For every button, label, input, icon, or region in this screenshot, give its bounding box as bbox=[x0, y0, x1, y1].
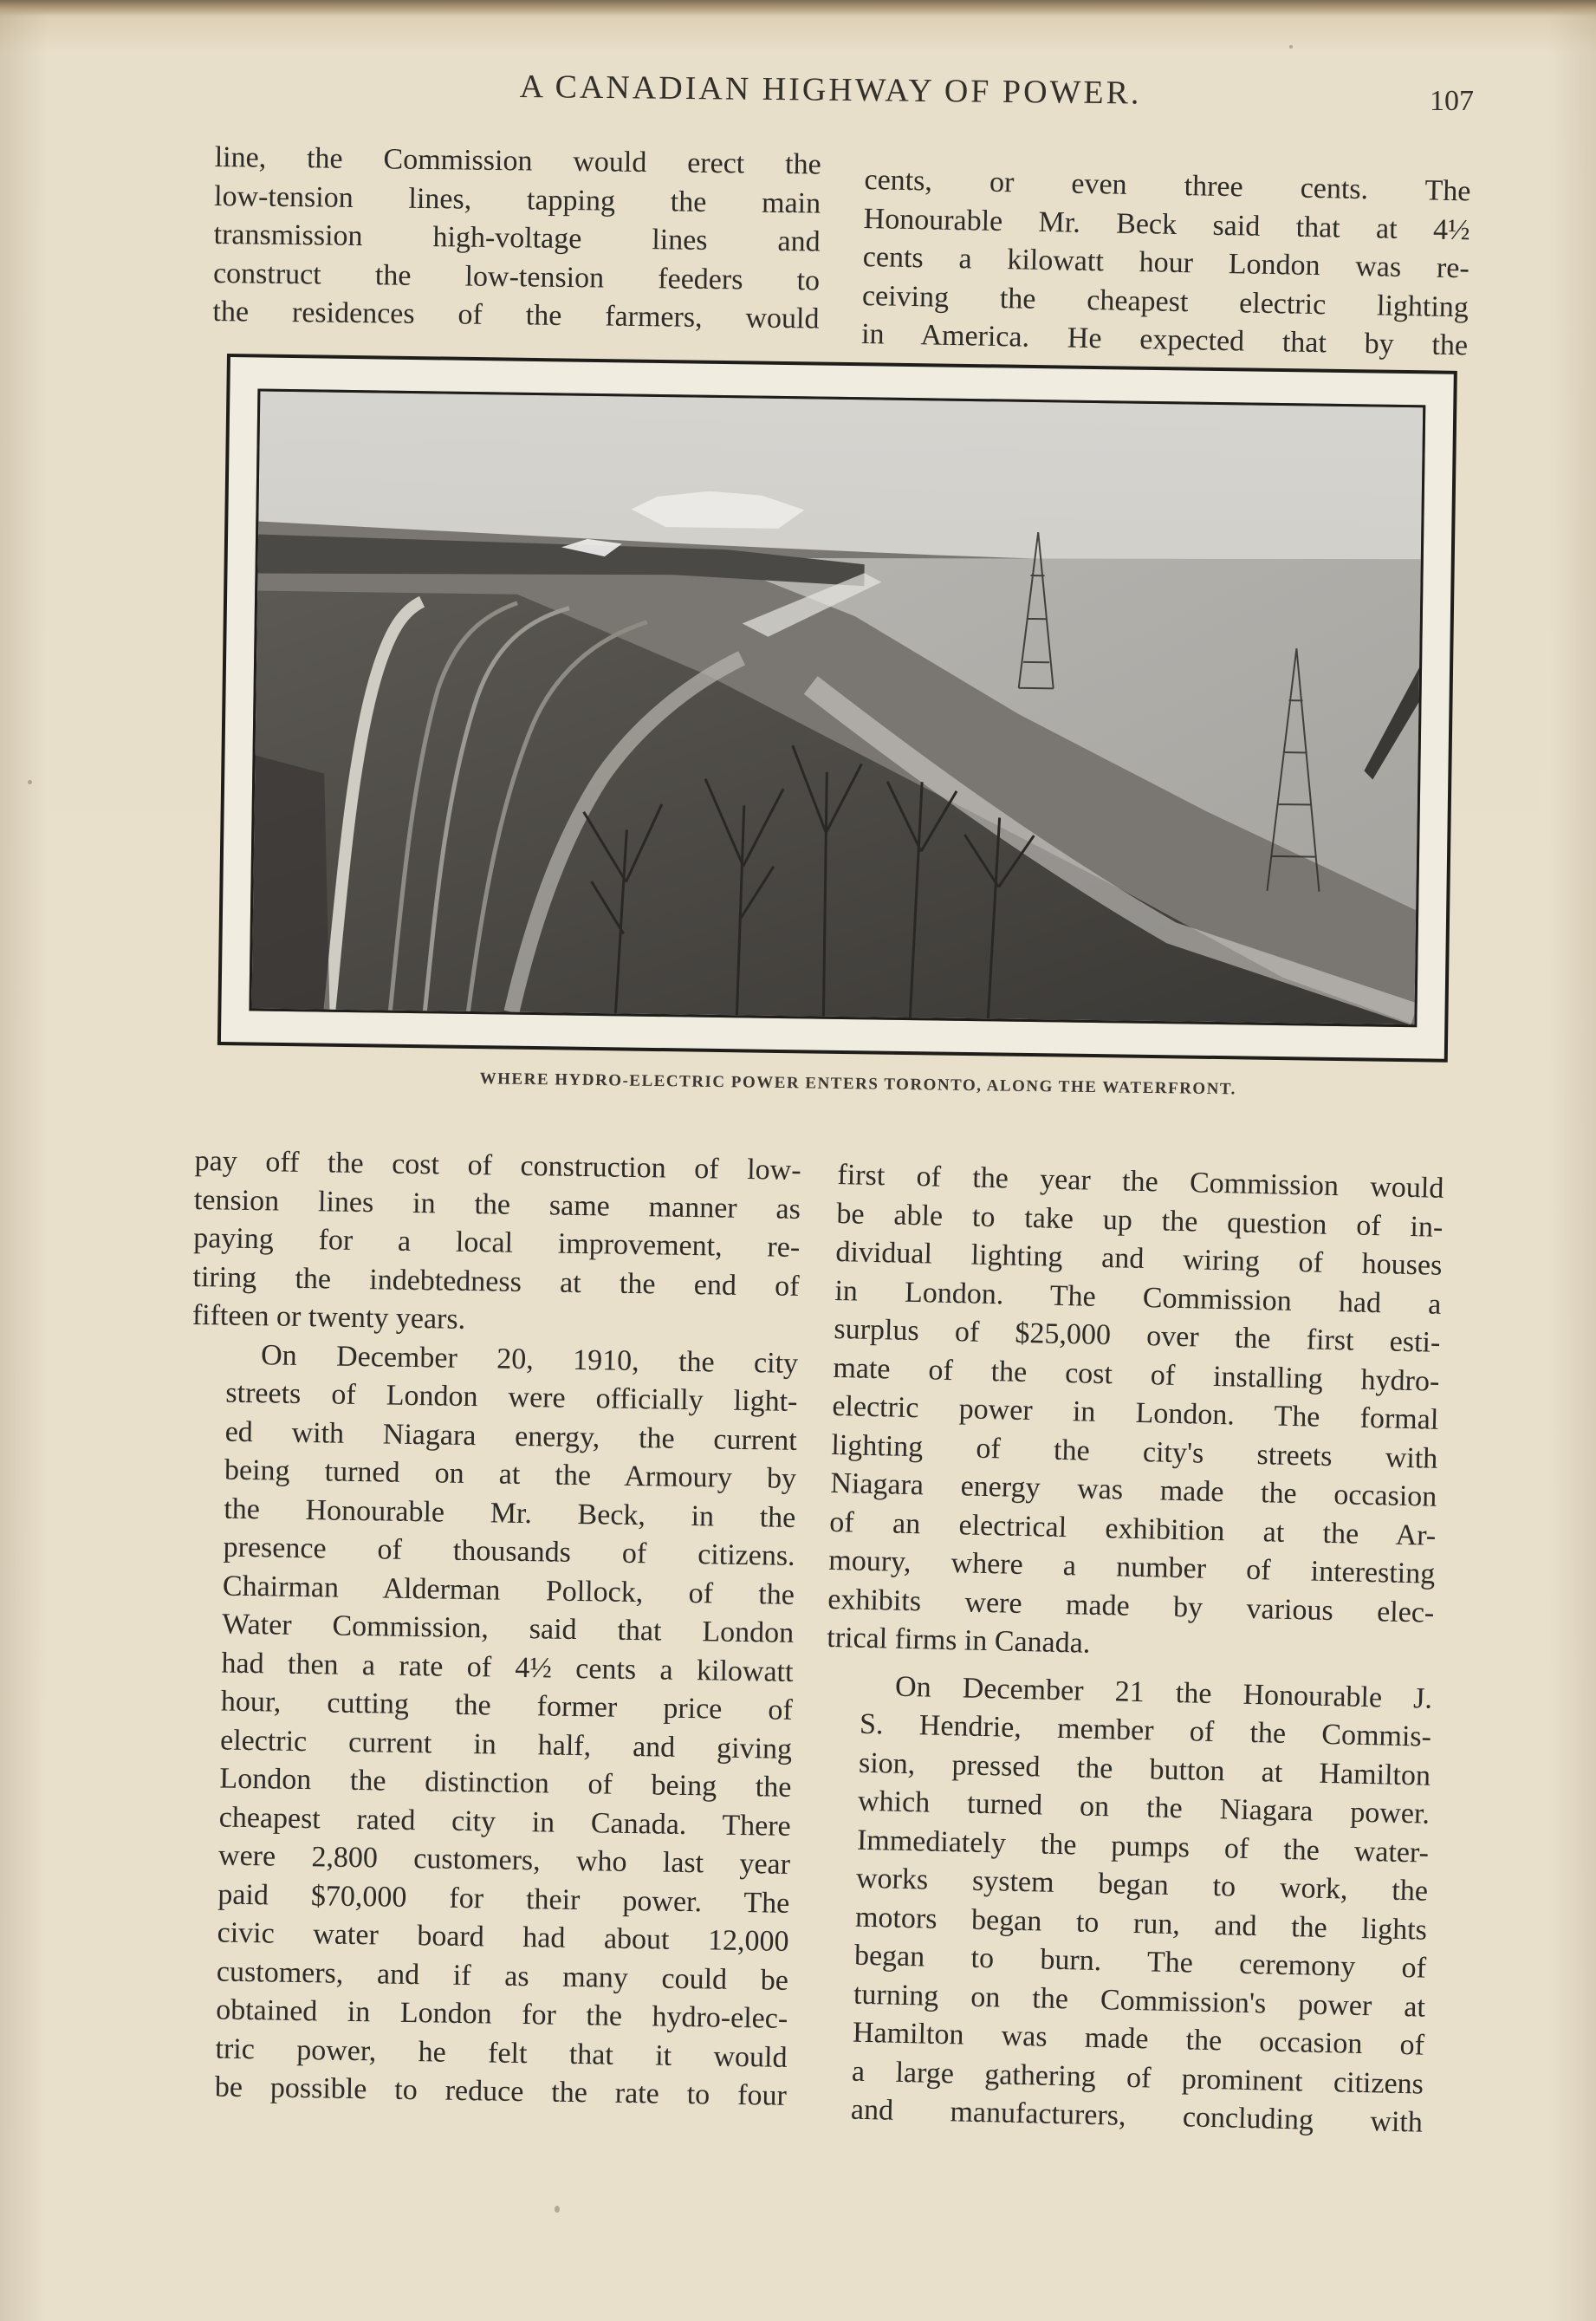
text-line: Chairman Alderman Pollock, of the bbox=[222, 1570, 795, 1611]
text-line: mate of the cost of installing hydro- bbox=[833, 1351, 1440, 1398]
text-line: S. Hendrie, member of the Commis- bbox=[859, 1707, 1432, 1753]
column-bottom-left bbox=[180, 1142, 801, 2116]
text-line: line, the Commission would erect the bbox=[214, 140, 821, 181]
text-line: sion, pressed the button at Hamilton bbox=[858, 1746, 1431, 1792]
text-line: electric current in half, and giving bbox=[219, 1724, 793, 1765]
text-line: turning on the Commission's power at bbox=[853, 1978, 1426, 2024]
text-line: Niagara energy was made the occasion bbox=[830, 1466, 1437, 1513]
paragraph bbox=[192, 1142, 801, 1344]
text-line: motors began to run, and the lights bbox=[854, 1901, 1428, 1947]
text-line: had then a rate of 4½ cents a kilowatt bbox=[221, 1647, 794, 1688]
text-line: tric power, he felt that it would bbox=[215, 2032, 788, 2074]
text-line: moury, where a number of interesting bbox=[827, 1544, 1436, 1590]
paragraph bbox=[212, 139, 821, 339]
paragraph bbox=[861, 161, 1471, 366]
text-line: fifteen or twenty years. bbox=[191, 1298, 466, 1336]
text-line: On December 20, 1910, the city bbox=[260, 1338, 799, 1380]
page-number: 107 bbox=[1430, 85, 1474, 117]
text-line: customers, and if as many could be bbox=[216, 1955, 789, 1997]
text-line: exhibits were made by various elec- bbox=[827, 1583, 1435, 1629]
text-line: trical firms in Canada. bbox=[826, 1621, 1091, 1660]
text-line: of an electrical exhibition at the Ar- bbox=[829, 1505, 1437, 1552]
text-line: be able to take up the question of in- bbox=[836, 1197, 1444, 1244]
text-line: began to burn. The ceremony of bbox=[853, 1939, 1427, 1985]
text-line: the residences of the farmers, would bbox=[212, 295, 820, 335]
text-line: paying for a local improvement, re- bbox=[192, 1221, 801, 1264]
text-line: transmission high-voltage lines and bbox=[213, 218, 821, 258]
paragraph bbox=[180, 1335, 799, 2116]
text-line: were 2,800 customers, who last year bbox=[217, 1839, 791, 1881]
text-line: obtained in London for the hydro-elec- bbox=[215, 1993, 788, 2035]
text-line: hour, cutting the former price of bbox=[220, 1685, 794, 1726]
text-line: Water Commission, said that London bbox=[221, 1608, 795, 1649]
text-line: construct the low-tension feeders to bbox=[212, 257, 821, 297]
text-line: be possible to reduce the rate to four bbox=[214, 2071, 788, 2112]
figure-caption: WHERE HYDRO-ELECTRIC POWER ENTERS TORONTO, ALONG THE WATERFRONT. bbox=[479, 1069, 1237, 1099]
paper-speck bbox=[555, 2206, 560, 2213]
text-line: surplus of $25,000 over the first esti- bbox=[834, 1312, 1441, 1359]
text-line: the Honourable Mr. Beck, in the bbox=[224, 1492, 796, 1534]
text-line: electric power in London. The formal bbox=[832, 1389, 1439, 1436]
text-line: civic water board had about 12,000 bbox=[217, 1916, 789, 1958]
text-line: tension lines in the same manner as bbox=[193, 1183, 801, 1226]
text-line: presence of thousands of citizens. bbox=[223, 1531, 795, 1572]
text-line: pay off the cost of construction of low- bbox=[194, 1144, 801, 1187]
text-line: On December 21 the Honourable J. bbox=[894, 1670, 1433, 1715]
column-top-right bbox=[861, 161, 1471, 366]
page-header bbox=[0, 68, 1596, 120]
column-top-left bbox=[212, 139, 821, 339]
text-line: works system began to work, the bbox=[855, 1862, 1429, 1908]
text-line: cents, or even three cents. The bbox=[864, 163, 1471, 208]
paper-speck bbox=[28, 780, 32, 784]
text-line: London the distinction of being the bbox=[219, 1762, 792, 1804]
text-line: being turned on at the Armoury by bbox=[224, 1453, 797, 1495]
text-line: Honourable Mr. Beck said that at 4½ bbox=[863, 202, 1470, 246]
page-top-edge bbox=[0, 0, 1596, 16]
text-line: ceiving the cheapest electric lighting bbox=[861, 279, 1469, 323]
waterfront-photo bbox=[249, 388, 1425, 1027]
text-line: in America. He expected that by the bbox=[860, 317, 1469, 362]
text-line: ed with Niagara energy, the current bbox=[224, 1415, 797, 1457]
text-line: a large gathering of prominent citizens bbox=[851, 2055, 1424, 2101]
text-line: which turned on the Niagara power. bbox=[857, 1785, 1431, 1830]
text-line: tiring the indebtedness at the end of bbox=[192, 1260, 800, 1303]
text-line: cheapest rated city in Canada. There bbox=[218, 1801, 791, 1843]
text-line: and manufacturers, concluding with bbox=[850, 2093, 1424, 2139]
text-line: Immediately the pumps of the water- bbox=[856, 1824, 1430, 1869]
column-bottom-right bbox=[816, 1156, 1444, 2142]
figure-frame bbox=[217, 354, 1457, 1063]
text-line: in London. The Commission had a bbox=[834, 1274, 1442, 1321]
text-line: streets of London were officially light- bbox=[225, 1376, 798, 1418]
text-line: lighting of the city's streets with bbox=[831, 1428, 1438, 1475]
text-line: paid $70,000 for their power. The bbox=[217, 1878, 790, 1920]
text-line: low-tension lines, tapping the main bbox=[213, 179, 821, 220]
paper-speck bbox=[1289, 45, 1293, 49]
text-line: dividual lighting and wiring of houses bbox=[835, 1235, 1443, 1282]
text-line: first of the year the Commission would bbox=[837, 1158, 1444, 1205]
figure-plate bbox=[217, 354, 1457, 1099]
text-line: Hamilton was made the occasion of bbox=[852, 2016, 1425, 2062]
paragraph bbox=[816, 1666, 1433, 2142]
running-title: A CANADIAN HIGHWAY OF POWER. bbox=[519, 68, 1142, 112]
text-line: cents a kilowatt hour London was re- bbox=[862, 240, 1470, 285]
paragraph bbox=[827, 1156, 1444, 1671]
